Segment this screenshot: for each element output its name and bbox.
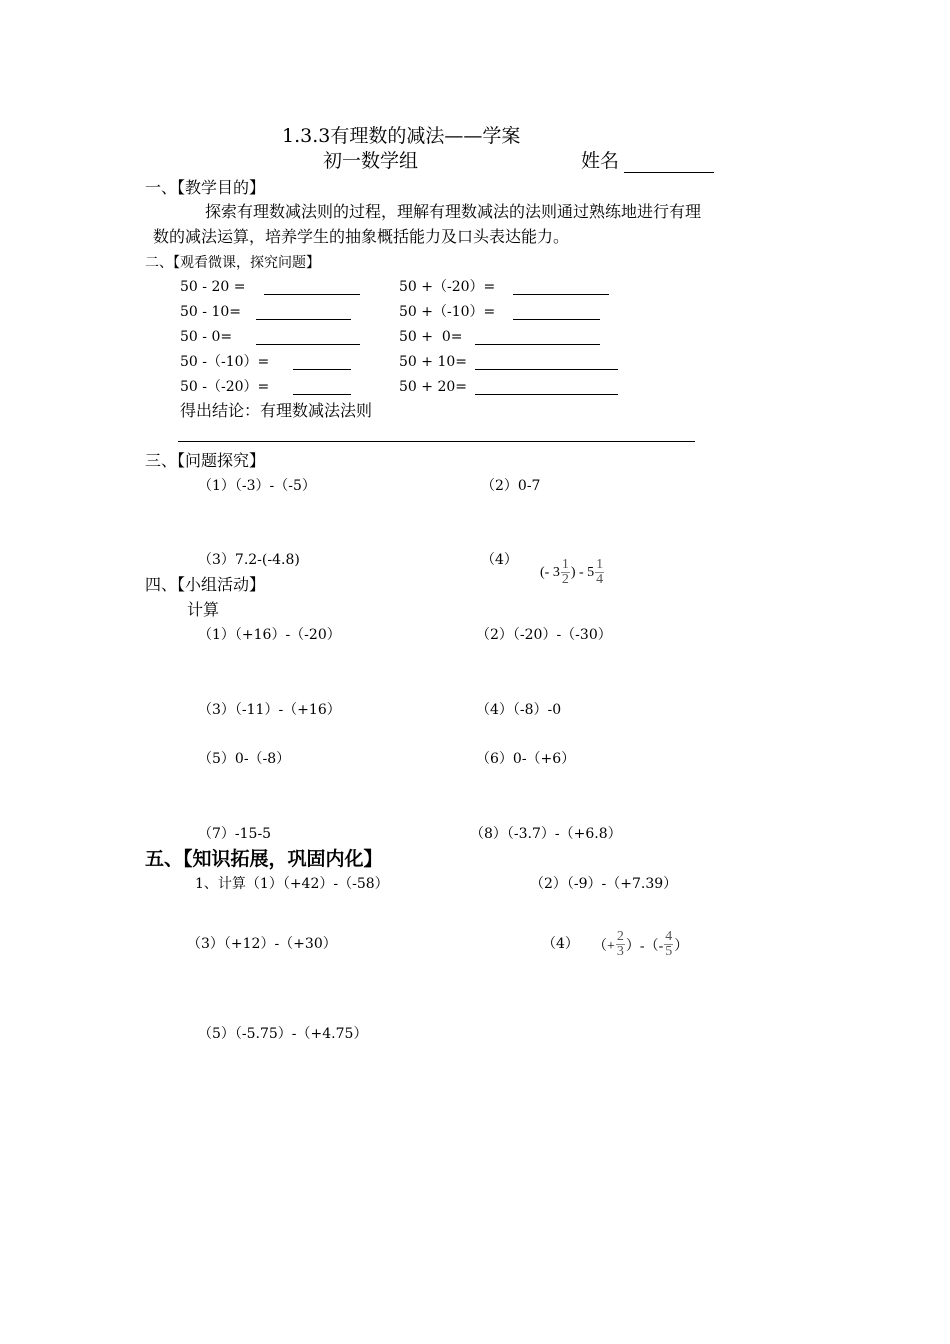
s4-q6: （6）0-（+6） xyxy=(476,751,576,767)
s5-q4: （4） xyxy=(542,936,579,952)
s4-q8: （8）（-3.7）-（+6.8） xyxy=(470,826,622,842)
s2-conclusion-blank[interactable] xyxy=(178,441,695,442)
s2-left-4: 50 -（-10）= xyxy=(180,354,270,370)
s3-q4-expression: (- 3 1 2 ) - 5 1 4 xyxy=(540,557,604,587)
s2-right-3: 50 + 0= xyxy=(399,329,463,345)
s2-right-2-blank[interactable] xyxy=(513,319,600,320)
s2-right-2: 50 +（-10）= xyxy=(399,304,496,320)
s4-q2: （2）（-20）-（-30） xyxy=(476,627,612,643)
fraction-four-fifths: 4 5 xyxy=(665,929,673,959)
s4-q5: （5）0-（-8） xyxy=(198,751,291,767)
section5-heading: 五、【知识拓展，巩固内化】 xyxy=(145,848,383,870)
name-blank[interactable] xyxy=(624,172,714,173)
section3-heading: 三、【问题探究】 xyxy=(145,451,266,470)
section1-heading: 一、【教学目的】 xyxy=(145,178,266,197)
section4-sub: 计算 xyxy=(187,600,220,619)
s4-q1: （1）（+16）-（-20） xyxy=(198,627,341,643)
s4-q3: （3）（-11）-（+16） xyxy=(198,702,341,718)
s3-q3: （3）7.2-(-4.8) xyxy=(198,552,300,568)
s2-left-2-blank[interactable] xyxy=(256,319,351,320)
group-label: 初一数学组 xyxy=(323,150,419,172)
section1-line1: 探索有理数减法则的过程，理解有理数减法的法则通过熟练地进行有理 xyxy=(205,202,702,221)
page-title: 1.3.3有理数的减法——学案 xyxy=(282,125,521,147)
s2-left-3: 50 - 0= xyxy=(180,329,233,345)
s2-left-5: 50 -（-20）= xyxy=(180,379,270,395)
s2-right-4: 50 + 10= xyxy=(399,354,467,370)
s2-right-1: 50 +（-20）= xyxy=(399,279,496,295)
s3-q4: （4） xyxy=(481,552,518,568)
section1-line2: 数的减法运算，培养学生的抽象概括能力及口头表达能力。 xyxy=(153,227,570,246)
s2-left-5-blank[interactable] xyxy=(293,394,351,395)
s5-q3: （3）（+12）-（+30） xyxy=(187,936,337,952)
fraction-one-half: 1 2 xyxy=(561,557,569,587)
s2-conclusion: 得出结论：有理数减法法则 xyxy=(180,401,373,420)
s2-left-2: 50 - 10= xyxy=(180,304,241,320)
section4-heading: 四、【小组活动】 xyxy=(145,575,266,594)
section2-heading: 二、【观看微课，探究问题】 xyxy=(145,255,320,271)
s5-q5: （5）（-5.75）-（+4.75） xyxy=(198,1026,368,1042)
fraction-two-thirds: $\frac{2}{3}$ xyxy=(616,929,624,959)
s2-left-4-blank[interactable] xyxy=(293,369,351,370)
s2-left-1: 50 - 20 = xyxy=(180,279,246,295)
s2-left-1-blank[interactable] xyxy=(264,294,360,295)
s5-q1: 1、计算（1）（+42）-（-58） xyxy=(195,876,389,892)
name-label: 姓名 xyxy=(581,150,620,172)
s2-right-5-blank[interactable] xyxy=(475,394,618,395)
s2-right-3-blank[interactable] xyxy=(475,344,600,345)
s2-left-3-blank[interactable] xyxy=(256,344,360,345)
fraction-one-quarter: 1 4 xyxy=(596,557,604,587)
s4-q7: （7）-15-5 xyxy=(198,826,272,842)
s2-right-4-blank[interactable] xyxy=(475,369,618,370)
s3-q1: （1）（-3）-（-5） xyxy=(198,478,316,494)
s2-right-5: 50 + 20= xyxy=(399,379,467,395)
s2-right-1-blank[interactable] xyxy=(513,294,609,295)
s5-q4-expression: （+ $\frac{2}{3}$ ）-（- 4 5 ） xyxy=(593,929,689,959)
s3-q2: （2）0-7 xyxy=(481,478,541,494)
s4-q4: （4）（-8）-0 xyxy=(476,702,562,718)
s5-q2: （2）（-9）-（+7.39） xyxy=(530,876,678,892)
